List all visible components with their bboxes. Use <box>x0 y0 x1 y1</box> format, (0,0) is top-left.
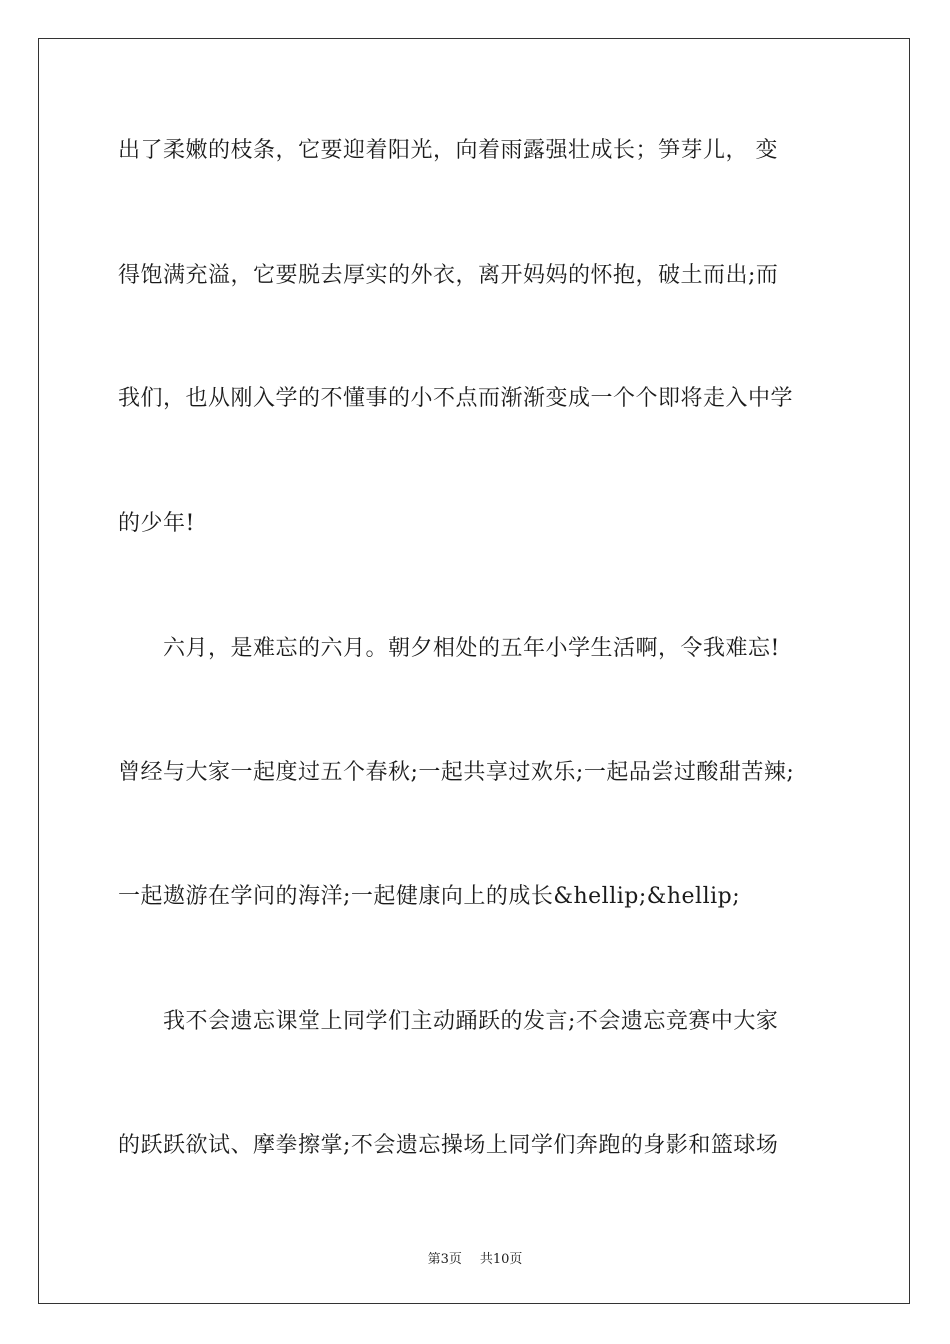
text-line-8: 我不会遗忘课堂上同学们主动踊跃的发言;不会遗忘竞赛中大家 <box>118 1009 779 1034</box>
text-line-6: 曾经与大家一起度过五个春秋;一起共享过欢乐;一起品尝过酸甜苦辣; <box>118 760 795 785</box>
text-line-4: 的少年! <box>118 511 195 536</box>
text-line-2: 得饱满充溢，它要脱去厚实的外衣，离开妈妈的怀抱，破土而出;而 <box>118 263 779 288</box>
page-number: 第3页 <box>427 1252 462 1267</box>
text-line-3: 我们，也从刚入学的不懂事的小不点而渐渐变成一个个即将走入中学 <box>118 386 794 411</box>
text-line-1: 出了柔嫩的枝条，它要迎着阳光，向着雨露强壮成长；笋芽儿， 变 <box>118 138 778 163</box>
text-line-9: 的跃跃欲试、摩拳擦掌;不会遗忘操场上同学们奔跑的身影和篮球场 <box>118 1133 779 1158</box>
text-line-5: 六月，是难忘的六月。朝夕相处的五年小学生活啊，令我难忘! <box>118 636 780 661</box>
page-footer <box>0 1248 950 1267</box>
page-border <box>38 38 910 1304</box>
text-line-7: 一起遨游在学问的海洋;一起健康向上的成长&hellip;&hellip; <box>118 884 741 909</box>
page-total: 共10页 <box>479 1252 523 1267</box>
